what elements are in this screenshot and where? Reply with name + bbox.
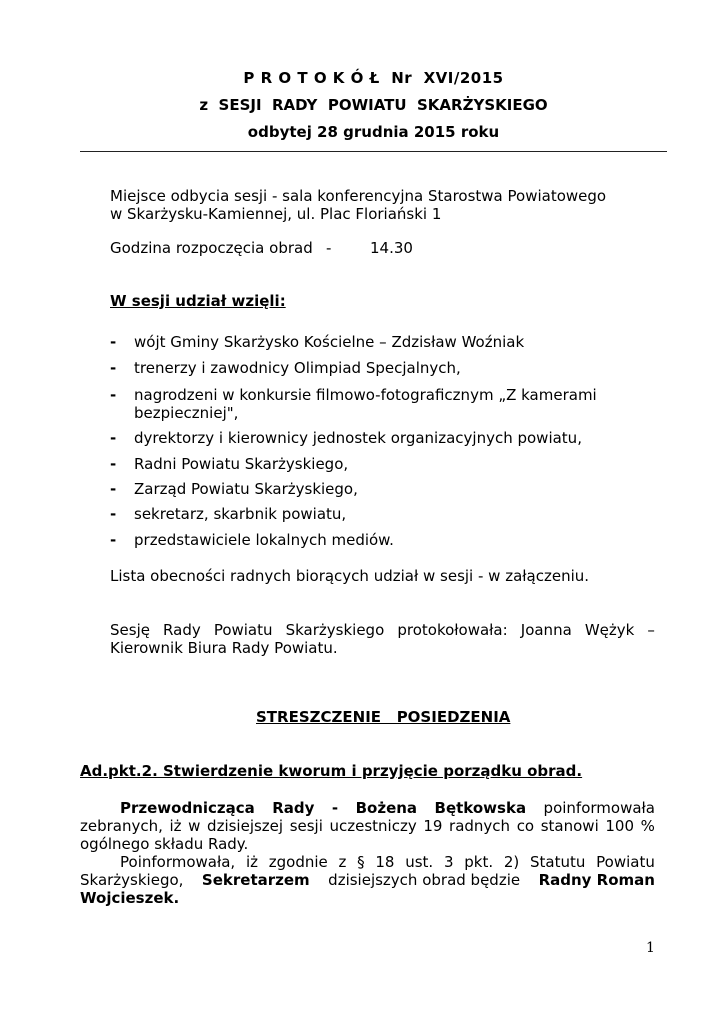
word: 18 xyxy=(375,853,395,871)
word: zebranych, xyxy=(80,817,163,835)
word: Joanna xyxy=(520,621,572,639)
word: Powiatu xyxy=(596,853,655,871)
word: Statutu xyxy=(530,853,586,871)
justified-line xyxy=(80,816,655,836)
protocol-subtitle: z SESJI RADY POWIATU SKARŻYSKIEGO xyxy=(199,96,548,114)
section-heading: Ad.pkt.2. Stwierdzenie kworum i przyjęcie porządku obrad. xyxy=(80,762,583,780)
justified-line xyxy=(120,852,655,872)
word: uczestniczy xyxy=(329,817,417,835)
place-line-1: Miejsce odbycia sesji - sala konferencyjna Starostwa Powiatowego xyxy=(110,187,607,205)
document-page: P R O T O K Ó Ł Nr XVI/2015 z SESJI RADY POWIATU SKARŻYSKIEGO odbytej 28 grudnia 2015 roku Miejsce odbycia sesji - sala konferencyjna Starostwa Powiatowego w Skarżysku-Kamiennej, ul. Plac Floriański 1 Godzina rozpoczęcia obrad - 14.30 W sesji udział wzięli: - wójt Gminy Skarżysko Kościelne – Zdzisław Woźniak - trenerzy i zawodnicy Olimpiad Specjalnych, - nagrodzeni w konkursie filmowo-fotograficznym „Z kamerami bezpieczniej", - dyrektorzy i kierownicy jednostek organizacyjnych powiatu, - Radni Powiatu Skarżyskiego, - Zarząd Powiatu Skarżyskiego, - sekretarz, skarbnik powiatu, - przedstawiciele lokalnych mediów. Lista obecności radnych biorących udział w sesji - w załączeniu. Sesję Rady Powiatu Skarżyskiego protokołowała: Joanna Wężyk – Kierownik Biura Rady Powiatu. STRESZCZENIE POSIEDZENIA Ad.pkt.2. Stwierdzenie kworum i przyjęcie porządku obrad. Przewodnicząca Rady - Bożena Bętkowska poinformowała zebranych, iż w dzisiejszej sesji uczestniczy 19 radnych co stanowi 100 % ogólnego składu Rady. Poinformowała, iż zgodnie z § 18 ust. 3 pkt. 2) Statutu Powiatu Skarżyskiego, Sekretarzem dzisiejszych obrad będzie Radny Roman Wojcieszek. 1 xyxy=(0,0,724,1024)
word: § xyxy=(357,853,365,871)
start-time-value: 14.30 xyxy=(370,239,413,257)
word: iż xyxy=(245,853,258,871)
word: – xyxy=(647,621,655,639)
para1-line-3: ogólnego składu Rady. xyxy=(80,835,249,853)
protocol-date: odbytej 28 grudnia 2015 roku xyxy=(247,123,500,141)
word: 2) xyxy=(503,853,520,871)
protocol-title: P R O T O K Ó Ł Nr XVI/2015 xyxy=(243,69,504,87)
word: Wężyk xyxy=(584,621,635,639)
word: Bożena xyxy=(355,799,418,817)
start-time-label: Godzina rozpoczęcia obrad xyxy=(110,239,313,257)
word: Rady xyxy=(163,621,201,639)
word: Powiatu xyxy=(213,621,273,639)
para1-line-2 xyxy=(80,816,655,836)
word: poinformowała xyxy=(543,799,655,817)
header-rule xyxy=(80,151,667,152)
word: 100 xyxy=(605,817,634,835)
justified-line xyxy=(110,620,655,640)
justified-line: Skarżyskiego, Sekretarzem dzisiejszych obrad będzie Radny Roman xyxy=(80,871,655,889)
para2-line-2 xyxy=(80,870,655,890)
word: % xyxy=(640,817,655,835)
para2-line-1 xyxy=(120,852,655,872)
place-line-2: w Skarżysku-Kamiennej, ul. Plac Floriański 1 xyxy=(110,205,442,223)
minutes-taker-line-2: Kierownik Biura Rady Powiatu. xyxy=(110,639,338,657)
minutes-taker-line-1 xyxy=(110,620,655,640)
word: sesji xyxy=(289,817,323,835)
word: Przewodnicząca xyxy=(120,799,255,817)
start-time-dash: - xyxy=(326,239,332,257)
justified-line xyxy=(120,798,655,818)
word: protokołowała: xyxy=(397,621,508,639)
word: Poinformowała, xyxy=(120,853,236,871)
para2-line-3: Wojcieszek. xyxy=(80,889,180,907)
word: - xyxy=(331,799,339,817)
word: Sesję xyxy=(110,621,150,639)
participants-heading: W sesji udział wzięli: xyxy=(110,292,286,310)
word: Rady xyxy=(272,799,315,817)
word: 3 xyxy=(443,853,454,871)
word: Bętkowska xyxy=(434,799,527,817)
word: co xyxy=(516,817,535,835)
word: 19 xyxy=(423,817,443,835)
word: dzisiejszej xyxy=(207,817,284,835)
para1-line-1 xyxy=(120,798,655,818)
word: w xyxy=(188,817,201,835)
word: zgodnie xyxy=(268,853,328,871)
page-number: 1 xyxy=(646,940,655,956)
word: ust. xyxy=(405,853,434,871)
word: Skarżyskiego xyxy=(285,621,385,639)
attendance-note: Lista obecności radnych biorących udział w sesji - w załączeniu. xyxy=(110,567,590,585)
word: iż xyxy=(169,817,182,835)
word: z xyxy=(338,853,347,871)
word: stanowi xyxy=(540,817,599,835)
word: radnych xyxy=(449,817,511,835)
word: pkt. xyxy=(464,853,494,871)
summary-heading: STRESZCZENIE POSIEDZENIA xyxy=(256,708,511,726)
